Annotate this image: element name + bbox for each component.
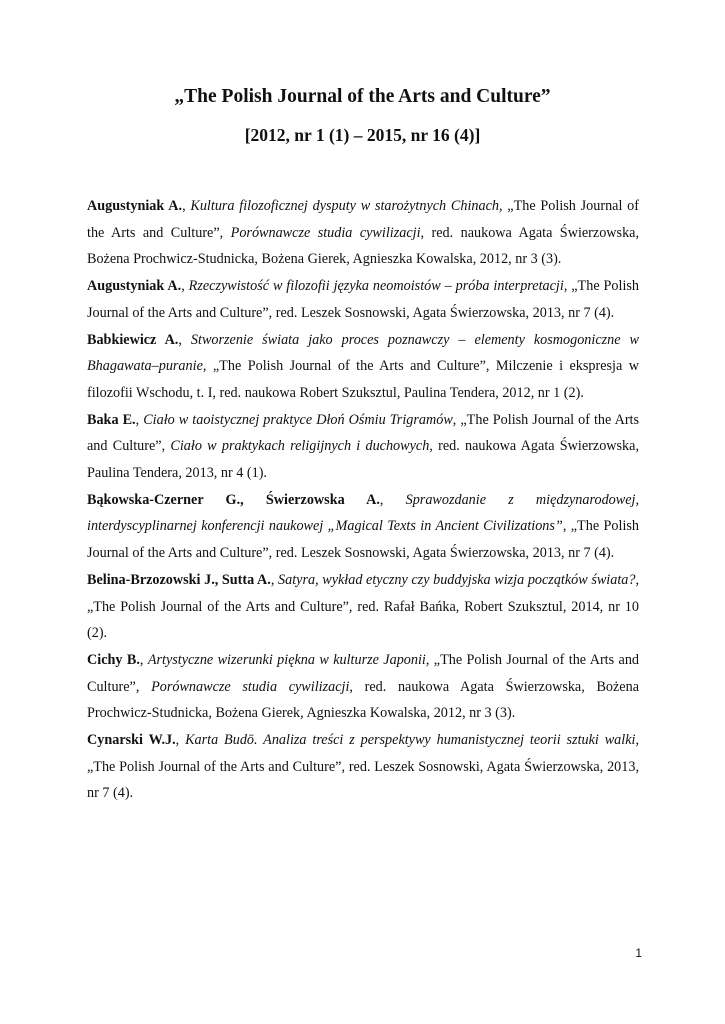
entry-separator: ,: [182, 198, 191, 214]
bibliography-entry: [87, 193, 639, 273]
entry-details: , red. naukowa Agata Świerzowska, Bożena Prochwicz-Studnicka, Bożena Gierek, Agnieszka Kowalska, 2012, nr 3 (3).: [87, 678, 639, 722]
entry-separator: ,: [178, 331, 191, 348]
entry-title: Satyra, wykład etyczny czy buddyjska wizja początków świata?: [278, 571, 636, 588]
entry-author: Augustyniak A.: [87, 278, 182, 295]
entry-author: Augustyniak A.: [87, 198, 183, 214]
entry-title: Kultura filozoficznej dysputy w starożytnych Chinach: [190, 198, 499, 214]
entry-details: , „The Polish Journal of the Arts and Culture”, red. Leszek Sosnowski, Agata Świerzowska, 2013, nr 7 (4).: [87, 518, 639, 562]
entry-title: Stworzenie świata jako proces poznawczy – elementy kosmogoniczne w Bhagawata–puranie: [87, 331, 640, 375]
bibliography-list: [87, 193, 639, 807]
entry-details: , „The Polish Journal of the Arts and Culture”, red. Leszek Sosnowski, Agata Świerzowska, 2013, nr 7 (4).: [87, 278, 640, 321]
entry-details: , „The Polish Journal of the Arts and Culture”, Milczenie i ekspresja w filozofii Wschodu, t. I, red. naukowa Robert Szuksztul, Paulina Tendera, 2012, nr 1 (2).: [87, 358, 639, 401]
entry-details: , „The Polish Journal of the Arts and Culture”, red. Rafał Bańka, Robert Szuksztul, 2014, nr 10 (2).: [87, 571, 640, 642]
entry-separator: ,: [139, 651, 148, 668]
entry-journal: , „The Polish Journal of the Arts and Culture”,: [87, 651, 640, 695]
entry-volume-title: Ciało w praktykach religijnych i duchowych,: [170, 438, 433, 455]
entry-volume-title: Porównawcze studia cywilizacji: [151, 678, 350, 695]
entry-title: Karta Budō. Analiza treści z perspektywy humanistycznej teorii sztuki walki: [185, 732, 636, 749]
entry-title: Artystyczne wizerunki piękna w kulturze Japonii: [147, 651, 426, 668]
entry-journal: , „The Polish Journal of the Arts and Culture”,: [87, 411, 640, 455]
page-subtitle: [2012, nr 1 (1) – 2015, nr 16 (4)]: [244, 125, 481, 145]
entry-author: Babkiewicz A.: [87, 331, 179, 348]
entry-separator: ,: [270, 571, 279, 588]
entry-title: Sprawozdanie z międzynarodowej, interdyscyplinarnej konferencji naukowej „Magical Texts in Ancient Civilizations”: [87, 491, 639, 535]
page-number: 1: [635, 946, 642, 960]
entry-author: Cynarski W.J.: [87, 732, 176, 749]
entry-author: Baka E.: [87, 411, 136, 428]
entry-separator: ,: [379, 491, 406, 508]
entry-separator: ,: [181, 278, 189, 295]
page-title: „The Polish Journal of the Arts and Culture”: [174, 86, 551, 107]
entry-journal: , „The Polish Journal of the Arts and Culture”,: [87, 198, 640, 241]
bibliography-entry: [87, 727, 639, 807]
entry-author: Cichy B.: [87, 651, 140, 668]
entry-author: Belina-Brzozowski J., Sutta A.: [87, 571, 271, 588]
entry-details: , „The Polish Journal of the Arts and Culture”, red. Leszek Sosnowski, Agata Świerzowska, 2013, nr 7 (4).: [87, 732, 640, 802]
entry-details: , red. naukowa Agata Świerzowska, Bożena Prochwicz-Studnicka, Bożena Gierek, Agnieszka Kowalska, 2012, nr 3 (3).: [87, 224, 640, 268]
entry-title: Rzeczywistość w filozofii języka neomoistów – próba interpretacji: [188, 278, 564, 295]
entry-title: Ciało w taoistycznej praktyce Dłoń Ośmiu Trigramów: [143, 411, 453, 428]
bibliography-entry: [87, 327, 639, 407]
entry-separator: ,: [175, 732, 186, 749]
bibliography-entry: [87, 567, 639, 647]
entry-author: Bąkowska-Czerner G., Świerzowska A.: [87, 491, 380, 508]
bibliography-entry: [87, 407, 639, 487]
entry-details: red. naukowa Agata Świerzowska, Paulina Tendera, 2013, nr 4 (1).: [87, 438, 639, 482]
entry-volume-title: Porównawcze studia cywilizacji: [230, 224, 421, 241]
bibliography-entry: [87, 487, 639, 567]
entry-separator: ,: [135, 411, 144, 428]
bibliography-entry: [87, 647, 639, 727]
bibliography-entry: [87, 273, 639, 326]
